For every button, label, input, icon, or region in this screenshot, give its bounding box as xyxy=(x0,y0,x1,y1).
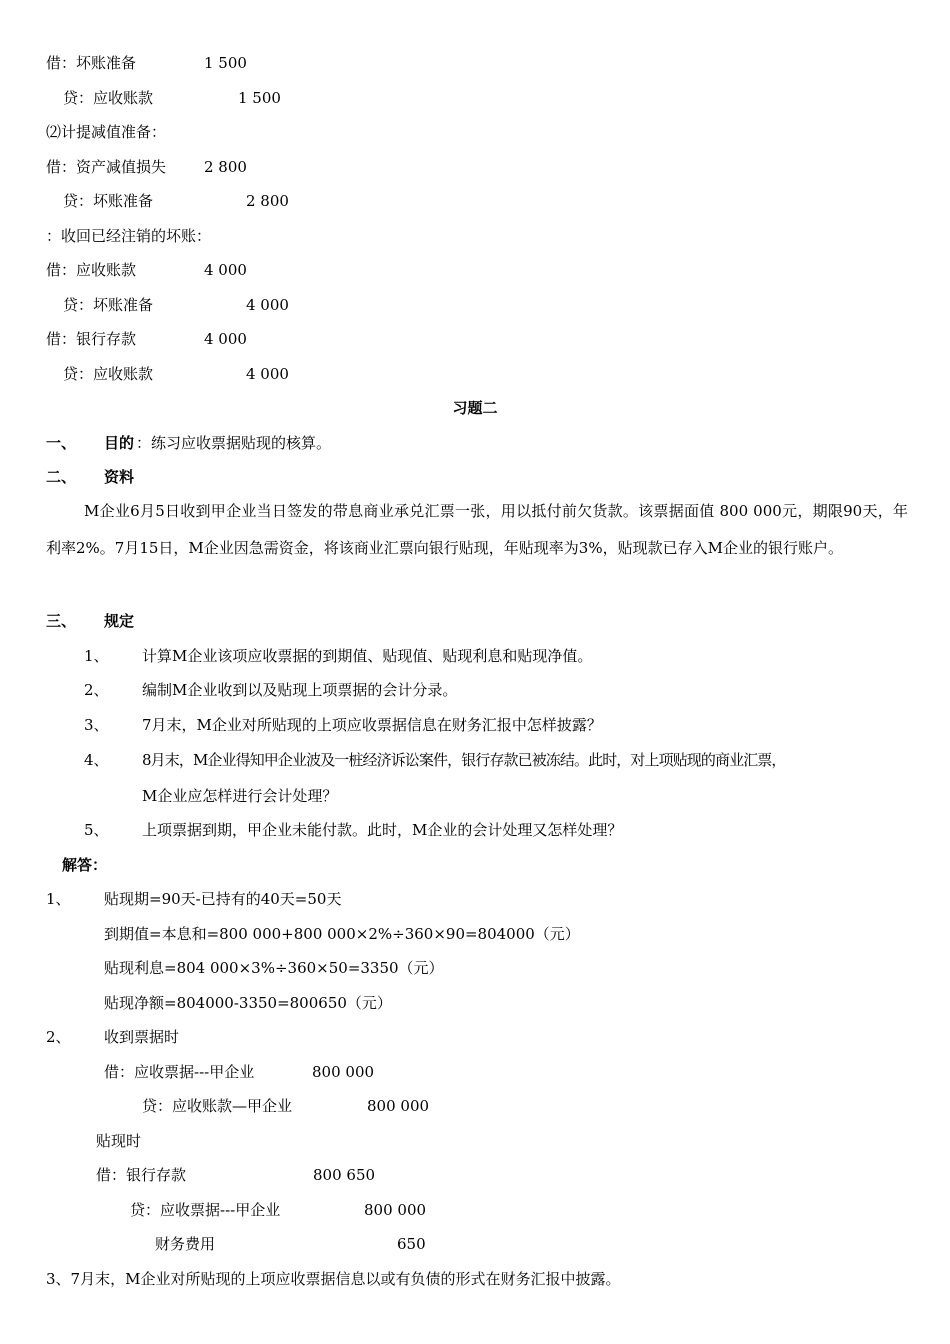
section-body: ：练习应收票据贴现的核算。 xyxy=(136,434,332,452)
entry-amount: 4 000 xyxy=(246,365,289,383)
entry-text: 贷：应收账款 xyxy=(63,365,154,383)
rule-text: 7月末，M企业对所贴现的上项应收票据信息在财务汇报中怎样披露？ xyxy=(142,716,602,734)
entry-text: 贷：应收账款—甲企业 xyxy=(142,1097,293,1115)
answer-label: 解答： xyxy=(62,856,108,874)
answer-line: 收到票据时 xyxy=(104,1028,180,1046)
entry-amount: 800 000 xyxy=(367,1097,430,1115)
section-number: 三、 xyxy=(46,612,77,630)
section-number: 二、 xyxy=(46,468,77,486)
answer-number: 1、 xyxy=(46,890,71,908)
section-title: 资料 xyxy=(104,468,135,486)
entry-text: 贷：应收票据---甲企业 xyxy=(130,1201,281,1219)
entry-amount: 2 800 xyxy=(246,192,289,210)
material-paragraph: M企业6月5日收到甲企业当日签发的带息商业承兑汇票一张，用以抵付前欠货款。该票据面值 800 000元，期限90天，年利率2%。7月15日，M企业因急需资金，将该商业汇票向银行贴现，年贴现率为3%，贴现款已存入M企业的银行账户。 xyxy=(46,502,908,557)
answer-number: 2、 xyxy=(46,1028,71,1046)
entry-text: 贷：坏账准备 xyxy=(63,296,154,314)
entry-text: 借：应收账款 xyxy=(46,261,137,279)
entry-text: 借：应收票据---甲企业 xyxy=(104,1063,255,1081)
answer-line: 贴现利息=804 000×3%÷360×50=3350（元） xyxy=(104,959,444,977)
entry-text: 借：银行存款 xyxy=(96,1166,187,1184)
rule-number: 1、 xyxy=(84,647,109,665)
rule-text: 8月末，M企业得知甲企业波及一桩经济诉讼案件，银行存款已被冻结。此时，对上项贴现的商业汇票， xyxy=(142,751,786,769)
entry-amount: 1 500 xyxy=(238,89,281,107)
rule-text: 计算M企业该项应收票据的到期值、贴现值、贴现利息和贴现净值。 xyxy=(142,647,593,665)
entry-amount: 4 000 xyxy=(204,330,247,348)
entry-heading: ⑵计提减值准备： xyxy=(46,123,167,141)
entry-text: 财务费用 xyxy=(155,1235,216,1253)
entry-heading: ：收回已经注销的坏账： xyxy=(46,227,212,245)
rule-text-continued: M企业应怎样进行会计处理？ xyxy=(142,787,338,805)
answer-line: 3、7月末，M企业对所贴现的上项应收票据信息以或有负债的形式在财务汇报中披露。 xyxy=(46,1270,621,1288)
entry-amount: 1 500 xyxy=(204,54,247,72)
rule-number: 4、 xyxy=(84,751,109,769)
rule-number: 3、 xyxy=(84,716,109,734)
entry-amount: 800 000 xyxy=(364,1201,427,1219)
answer-line: 贴现时 xyxy=(96,1132,142,1150)
entry-amount: 4 000 xyxy=(246,296,289,314)
exercise-title: 习题二 xyxy=(452,399,498,417)
section-number: 一、 xyxy=(46,434,77,452)
section-title: 规定 xyxy=(104,612,135,630)
answer-line: 到期值=本息和=800 000+800 000×2%÷360×90=804000（元） xyxy=(104,925,580,943)
answer-line: 贴现期=90天-已持有的40天=50天 xyxy=(104,890,342,908)
entry-amount: 650 xyxy=(397,1235,426,1253)
rule-text: 编制M企业收到以及贴现上项票据的会计分录。 xyxy=(142,681,458,699)
entry-text: 借：坏账准备 xyxy=(46,54,137,72)
entry-text: 贷：应收账款 xyxy=(63,89,154,107)
entry-text: 贷：坏账准备 xyxy=(63,192,154,210)
rule-number: 2、 xyxy=(84,681,109,699)
entry-text: 借：银行存款 xyxy=(46,330,137,348)
entry-amount: 800 000 xyxy=(312,1063,375,1081)
rule-text: 上项票据到期，甲企业未能付款。此时，M企业的会计处理又怎样处理？ xyxy=(142,821,623,839)
entry-text: 借：资产减值损失 xyxy=(46,158,167,176)
rule-number: 5、 xyxy=(84,821,109,839)
entry-amount: 800 650 xyxy=(313,1166,376,1184)
section-title: 目的 xyxy=(104,434,135,452)
answer-line: 贴现净额=804000-3350=800650（元） xyxy=(104,994,392,1012)
entry-amount: 2 800 xyxy=(204,158,247,176)
entry-amount: 4 000 xyxy=(204,261,247,279)
